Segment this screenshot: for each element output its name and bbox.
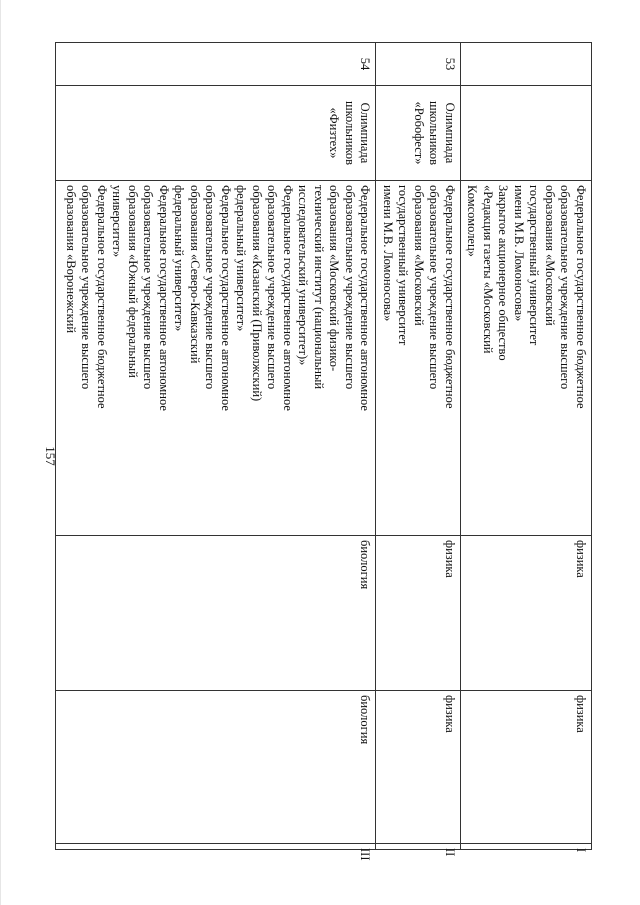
- organizer-line: государственный университет: [396, 185, 411, 346]
- page-number: 157: [43, 446, 58, 466]
- organizers-cell: [56, 181, 376, 536]
- subject-cell: физика: [376, 536, 461, 691]
- level-cell: II: [376, 844, 461, 850]
- organizer-line: Федеральное государственное автономное: [219, 185, 233, 411]
- organizer-line: образовательное учреждение высшего: [79, 185, 94, 390]
- olympiad-table: [56, 42, 593, 861]
- organizer-line: Федеральное государственное автономное: [358, 185, 373, 411]
- row-number-cell: [461, 43, 592, 86]
- organizer-line: технический институт (национальный: [312, 185, 326, 390]
- organizer-line: имени М.В. Ломоносова»: [512, 185, 526, 322]
- profile-cell: биология: [56, 691, 376, 844]
- organizer-line: образования «Казанский (Приволжский): [250, 185, 264, 402]
- table-row: [461, 43, 592, 850]
- organizer-line: государственный университет: [527, 185, 542, 346]
- profile-cell: физика: [461, 691, 592, 844]
- scan-edge: [0, 0, 1, 905]
- organizer-line: образования «Воронежский: [64, 185, 78, 334]
- organizer-line: исследовательский университет)»: [296, 185, 311, 366]
- olympiad-name-cell: [461, 86, 592, 181]
- organizer-line: Комсомолец»: [465, 185, 480, 257]
- organizer-line: «Редакция газеты «Московский: [481, 185, 495, 354]
- row-number-cell: 54: [56, 43, 376, 86]
- organizer-line: образования «Северо-Кавказский: [188, 185, 202, 364]
- organizer-line: имени М.В. Ломоносова»: [381, 185, 395, 322]
- organizer-line: Федеральное государственное автономное: [281, 185, 295, 411]
- organizers-cell: [461, 181, 592, 536]
- organizer-line: образовательное учреждение высшего: [203, 185, 218, 390]
- organizer-line: Закрытое акционерное общество: [496, 185, 511, 361]
- organizer-line: образовательное учреждение высшего: [265, 185, 280, 390]
- organizer-line: университет»: [110, 185, 125, 258]
- organizer-line: образования «Московский физико-: [327, 185, 342, 372]
- organizer-line: Федеральное государственное бюджетное: [95, 185, 109, 409]
- organizer-line: образовательное учреждение высшего: [558, 185, 573, 390]
- subject-cell: биология: [56, 536, 376, 691]
- organizer-line: Федеральное государственное автономное: [157, 185, 171, 411]
- table-row: [376, 43, 461, 850]
- olympiad-table-frame: [64, 42, 592, 861]
- profile-cell: физика: [376, 691, 461, 844]
- subject-cell: физика: [461, 536, 592, 691]
- olympiad-name-cell: Олимпиада школьников «Робофест»: [376, 86, 461, 181]
- organizers-cell: [376, 181, 461, 536]
- organizer-line: образования «Южный федеральный: [126, 185, 140, 378]
- level-cell: III: [56, 844, 376, 850]
- organizer-line: Федеральное государственное бюджетное: [574, 185, 588, 409]
- table-row: [56, 43, 376, 850]
- organizer-line: Федеральное государственное бюджетное: [443, 185, 457, 409]
- organizer-line: образовательное учреждение высшего: [141, 185, 156, 390]
- row-number-cell: 53: [376, 43, 461, 86]
- organizer-line: федеральный университет»: [234, 185, 249, 332]
- organizer-line: федеральный университет»: [172, 185, 187, 332]
- organizer-line: образования «Московский: [412, 185, 426, 326]
- organizer-line: образовательное учреждение высшего: [427, 185, 442, 390]
- level-cell: I: [461, 844, 592, 850]
- organizer-line: образования «Московский: [543, 185, 557, 326]
- olympiad-name-cell: Олимпиада школьников «Физтех»: [56, 86, 376, 181]
- organizer-line: образовательное учреждение высшего: [343, 185, 357, 390]
